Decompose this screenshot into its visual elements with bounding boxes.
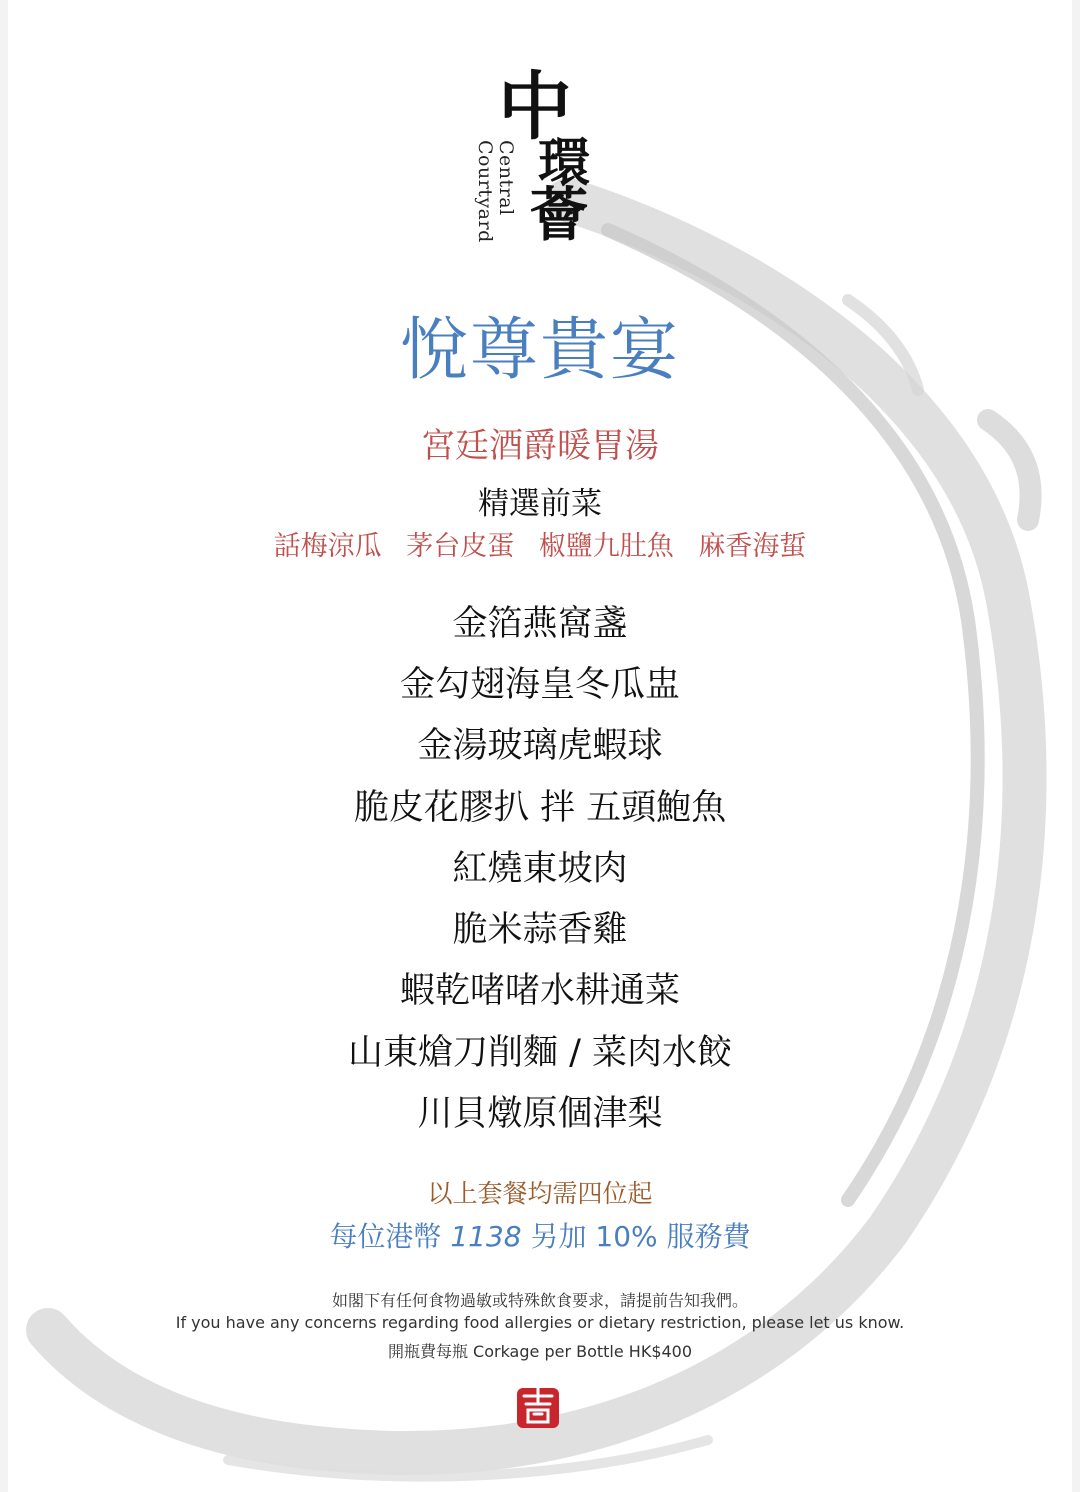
logo-english-line2: Courtyard xyxy=(474,140,496,243)
appetizer-item: 椒鹽九肚魚 xyxy=(538,531,674,562)
allergy-note-english: If you have any concerns regarding food allergies or dietary restriction, please let us know. xyxy=(175,1313,905,1332)
appetizer-item: 麻香海蜇 xyxy=(698,531,807,562)
appetizer-item: 茅台皮蛋 xyxy=(406,531,515,562)
restaurant-logo xyxy=(470,64,620,270)
price-amount: 1138 xyxy=(450,1220,522,1253)
minimum-guests-note: 以上套餐均需四位起 xyxy=(427,1179,653,1208)
soup-item: 宮廷酒爵暖胃湯 xyxy=(421,426,659,466)
dish-item: 脆皮花膠扒 拌 五頭鮑魚 xyxy=(353,788,727,828)
dish-item: 金箔燕窩盞 xyxy=(452,604,628,644)
logo-char-2: 環 xyxy=(538,133,591,194)
dish-item: 金勾翅海皇冬瓜盅 xyxy=(399,665,680,705)
red-seal-stamp-icon xyxy=(514,1382,562,1432)
dish-item: 蝦乾啫啫水耕通菜 xyxy=(399,971,680,1011)
dish-item: 川貝燉原個津梨 xyxy=(417,1094,663,1134)
menu-title: 悅尊貴宴 xyxy=(399,311,680,390)
price-suffix: 另加 10% 服務費 xyxy=(530,1220,751,1253)
logo-char-3: 薈 xyxy=(530,181,589,249)
price-prefix: 每位港幣 xyxy=(329,1220,442,1253)
dish-item: 山東熗刀削麵 / 菜肉水餃 xyxy=(347,1033,733,1073)
dish-item: 脆米蒜香雞 xyxy=(452,910,628,950)
logo-char-1: 中 xyxy=(498,64,572,150)
allergy-note-chinese: 如閣下有任何食物過敏或特殊飲食要求，請提前告知我們。 xyxy=(331,1291,748,1310)
dish-item: 紅燒東坡肉 xyxy=(452,849,628,889)
appetizer-item: 話梅涼瓜 xyxy=(273,531,382,562)
appetizer-list xyxy=(8,524,1072,563)
logo-english-name xyxy=(474,140,516,243)
appetizer-heading: 精選前菜 xyxy=(478,486,602,522)
logo-english-line1: Central xyxy=(495,140,517,216)
menu-page xyxy=(8,0,1072,1492)
corkage-note: 開瓶費每瓶 Corkage per Bottle HK$400 xyxy=(387,1342,693,1361)
dish-item: 金湯玻璃虎蝦球 xyxy=(417,726,663,766)
price-line xyxy=(8,1215,1072,1255)
